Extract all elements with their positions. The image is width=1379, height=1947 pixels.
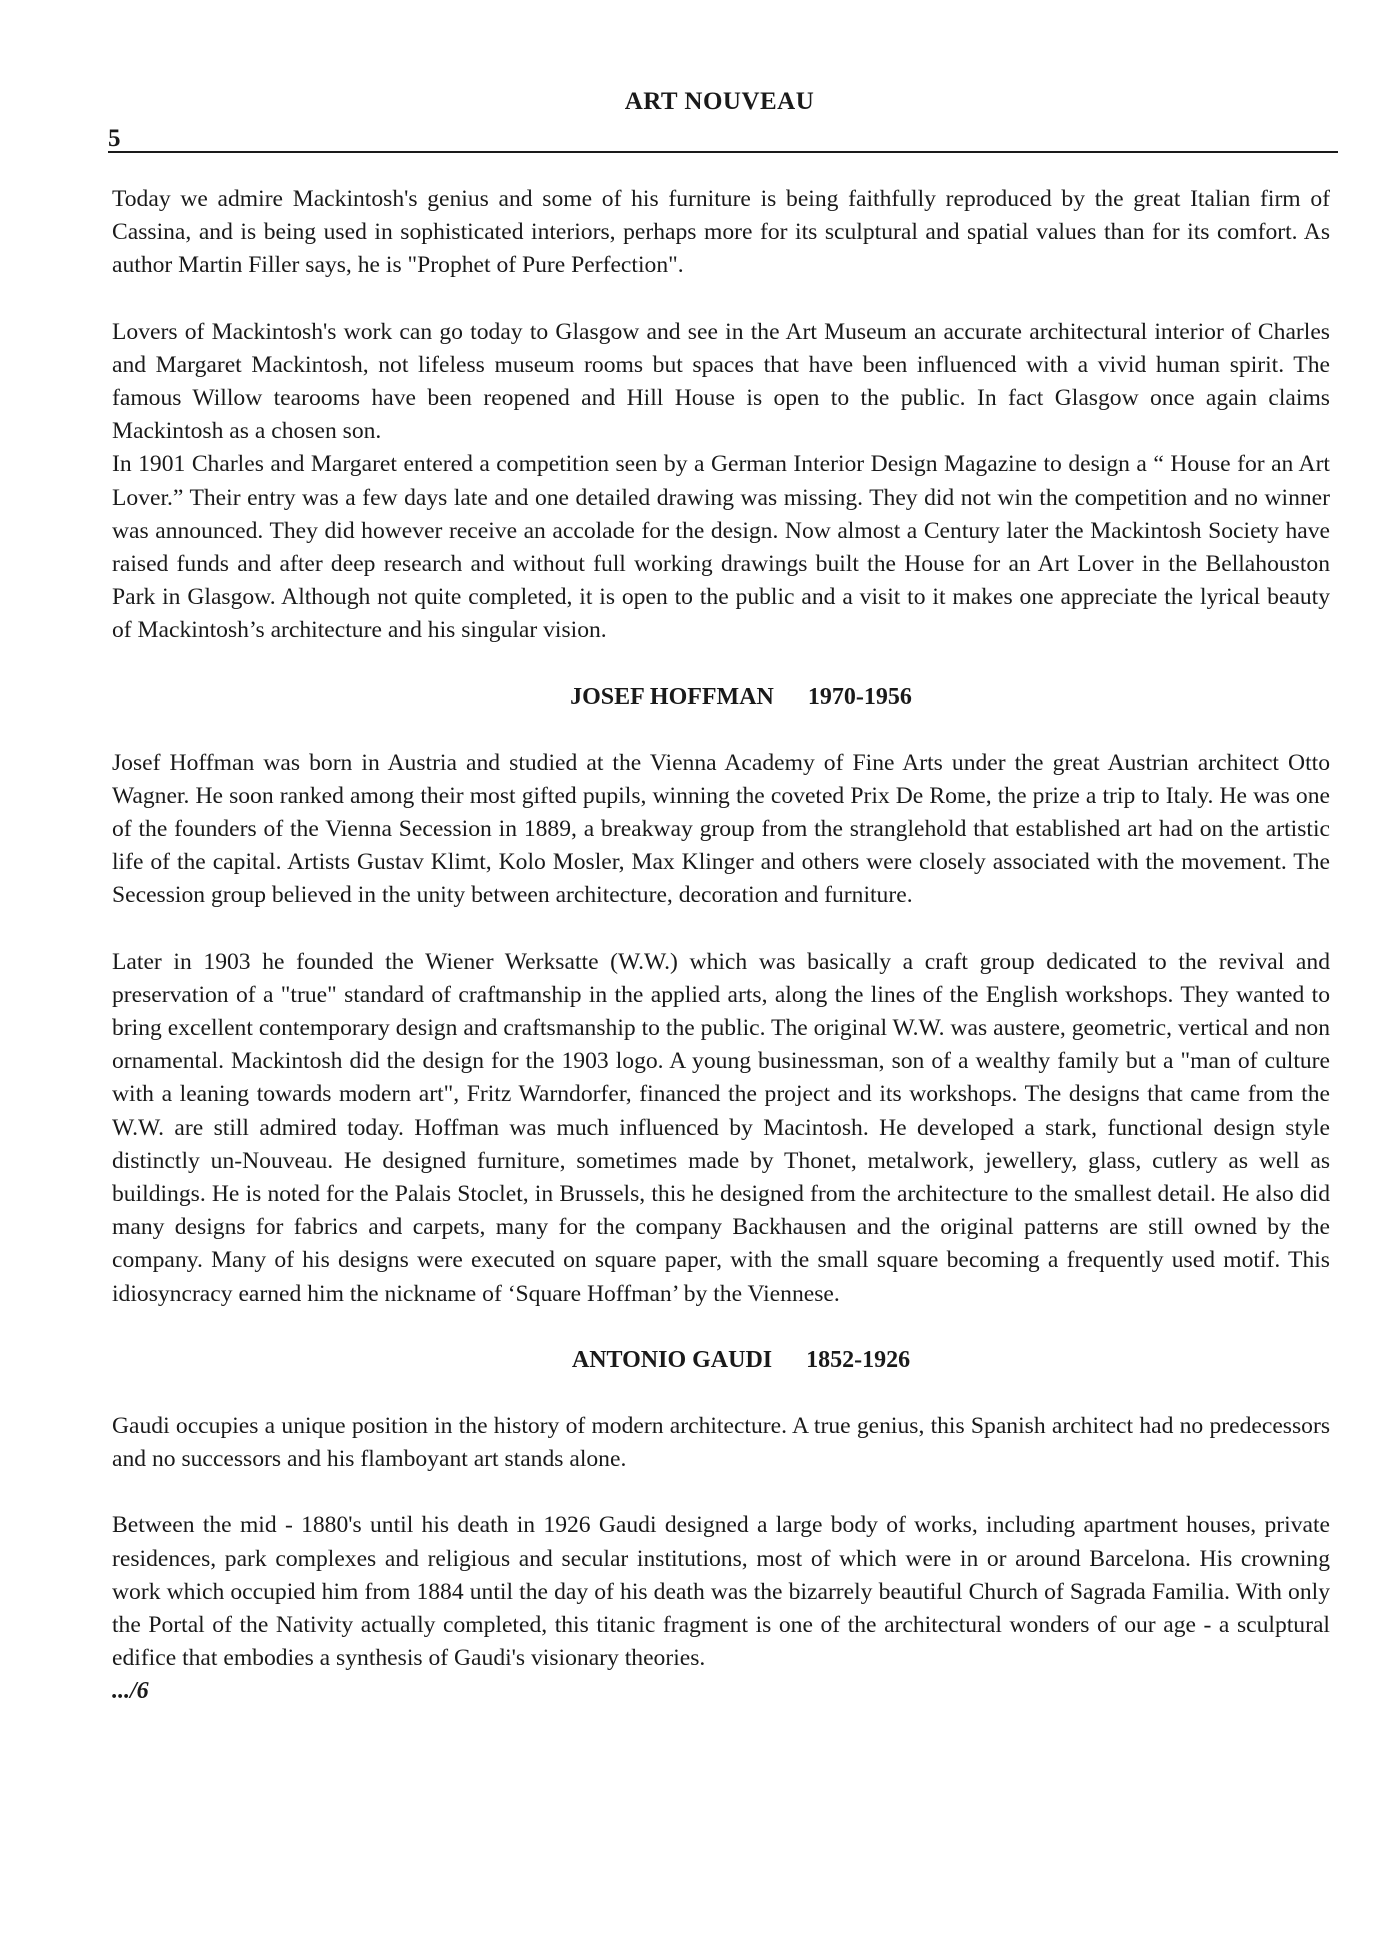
paragraph-hoffman-wiener-werkstatte: Later in 1903 he founded the Wiener Werksatte (W.W.) which was basically a craft group dedicated to the revival and preservation of a "true" standard of craftmanship in the applied arts, along the lines of the English workshops. They wanted to bring excellent contemporary design and craftsmanship to the public. The original W.W. was austere, geometric, vertical and non ornamental. Mackintosh did the design for the 1903 logo. A young businessman, son of a wealthy family but a "man of culture with a leaning towards modern art", Fritz Warndorfer, financed the project and its workshops. The designs that came from the W.W. are still admired today. Hoffman was much influenced by Macintosh. He developed a stark, functional design style distinctly un-Nouveau. He designed furniture, sometimes made by Thonet, metalwork, jewellery, glass, cutlery as well as buildings. He is noted for the Palais Stoclet, in Brussels, this he designed from the architecture to the smallest detail. He also did many designs for fabrics and carpets, many for the company Backhausen and the original patterns are still owned by the company. Many of his designs were executed on square paper, with the small square becoming a frequently used motif. This idiosyncracy earned him the nickname of ‘Square Hoffman’ by the Viennese.: [112, 948, 1330, 1307]
section-dates: 1852-1926: [806, 1346, 911, 1373]
paragraph-house-for-art-lover: In 1901 Charles and Margaret entered a competition seen by a German Interior Design Magazine to design a “ House for an Art Lover.” Their entry was a few days late and one detailed drawing was missing. They did not win the competition and no winner was announced. They did however receive an accolade for the design. Now almost a Century later the Mackintosh Society have raised funds and after deep research and without full working drawings built the House for an Art Lover in the Bellahouston Park in Glasgow. Although not quite completed, it is open to the public and a visit to it makes one appreciate the lyrical beauty of Mackintosh’s architecture and his singular vision.: [112, 451, 1330, 644]
paragraph-gaudi-works: Between the mid - 1880's until his death in 1926 Gaudi designed a large body of works, including apartment houses, private residences, park complexes and religious and secular institutions, most of which were in or around Barcelona. His crowning work which occupied him from 1884 until the day of his death was the bizarrely beautiful Church of Sagrada Familia. With only the Portal of the Nativity actually completed, this titanic fragment is one of the architectural wonders of our age - a sculptural edifice that embodies a synthesis of Gaudi's visionary theories.: [112, 1512, 1330, 1672]
body-text: [112, 183, 1330, 1708]
section-name: JOSEF HOFFMAN: [570, 683, 774, 710]
header-rule: [108, 151, 1338, 153]
section-dates: 1970-1956: [807, 683, 912, 710]
paragraph-gaudi-position: Gaudi occupies a unique position in the history of modern architecture. A true genius, this Spanish architect had no predecessors and no successors and his flamboyant art stands alone.: [112, 1412, 1330, 1473]
paragraph-gap: [112, 1311, 1330, 1344]
section-heading-hoffman: [112, 681, 1330, 714]
section-name: ANTONIO GAUDI: [571, 1346, 773, 1373]
paragraph-gap: [112, 1476, 1330, 1509]
paragraph-gap: [112, 714, 1330, 747]
paragraph-gap: [112, 1377, 1330, 1410]
paragraph-hoffman-early-life: Josef Hoffman was born in Austria and studied at the Vienna Academy of Fine Arts under the great Austrian architect Otto Wagner. He soon ranked among their most gifted pupils, winning the coveted Prix De Rome, the prize a trip to Italy. He was one of the founders of the Vienna Secession in 1889, a breakway group from the stranglehold that established art had on the artistic life of the capital. Artists Gustav Klimt, Kolo Mosler, Max Klinger and others were closely associated with the movement. The Secession group believed in the unity between architecture, decoration and furniture.: [112, 749, 1330, 909]
paragraph-gap: [112, 648, 1330, 681]
section-heading-gaudi: [112, 1344, 1330, 1377]
paragraph-glasgow-visit: Lovers of Mackintosh's work can go today to Glasgow and see in the Art Museum an accurate architectural interior of Charles and Margaret Mackintosh, not lifeless museum rooms but spaces that have been influenced with a vivid human spirit. The famous Willow tearooms have been reopened and Hill House is open to the public. In fact Glasgow once again claims Mackintosh as a chosen son.: [112, 318, 1330, 445]
paragraph-gap: [112, 283, 1330, 316]
page-number: 5: [108, 125, 121, 152]
paragraph-mackintosh-genius: Today we admire Mackintosh's genius and some of his furniture is being faithfully reproduced by the great Italian firm of Cassina, and is being used in sophisticated interiors, perhaps more for its sculptural and spatial values than for its comfort. As author Martin Filler says, he is "Prophet of Pure Perfection".: [112, 186, 1330, 279]
running-title: ART NOUVEAU: [624, 88, 815, 115]
continued-marker: .../6: [112, 1678, 149, 1705]
paragraph-gap: [112, 913, 1330, 946]
